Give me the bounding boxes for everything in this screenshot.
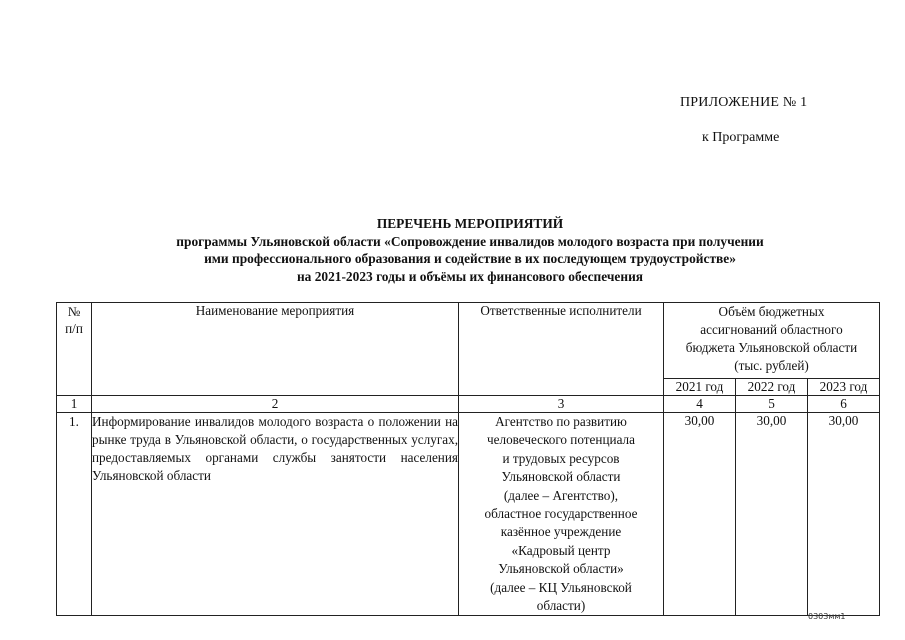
header-budget-line-4: (тыс. рублей): [734, 358, 809, 373]
responsible-line: «Кадровый центр: [511, 542, 611, 558]
header-budget-line-3: бюджета Ульяновской области: [685, 340, 858, 355]
activities-table: [56, 302, 880, 616]
header-number-line-2: п/п: [65, 321, 83, 336]
title-line-3: ими профессионального образования и содействие в их последующем трудоустройстве»: [204, 251, 736, 266]
column-number-5: 5: [736, 396, 808, 413]
appendix-label: ПРИЛОЖЕНИЕ № 1: [680, 95, 808, 110]
document-title: [60, 215, 880, 285]
table-row: [57, 413, 880, 616]
responsible-line: и трудовых ресурсов: [502, 450, 620, 466]
column-number-1: 1: [57, 396, 92, 413]
title-line-1: ПЕРЕЧЕНЬ МЕРОПРИЯТИЙ: [376, 216, 564, 231]
header-budget-line-2: ассигнований областного: [700, 322, 843, 337]
responsible-line: (далее – КЦ Ульяновской: [490, 579, 632, 595]
header-responsible: Ответственные исполнители: [459, 303, 664, 396]
responsible-line: областное государственное: [484, 506, 638, 522]
header-budget: [664, 303, 880, 379]
column-number-6: 6: [808, 396, 880, 413]
title-line-2: программы Ульяновской области «Сопровождение инвалидов молодого возраста при получении: [176, 233, 764, 249]
responsible-line: человеческого потенциала: [487, 432, 635, 448]
header-budget-line-1: Объём бюджетных: [718, 304, 825, 319]
row-number: 1.: [57, 413, 92, 616]
header-year-2022: 2022 год: [736, 379, 808, 396]
responsible-line: области): [536, 598, 586, 614]
responsible-line: Ульяновской области: [501, 469, 621, 485]
column-number-2: 2: [92, 396, 459, 413]
header-year-2023: 2023 год: [808, 379, 880, 396]
responsible-executors: [459, 413, 664, 616]
column-number-3: 3: [459, 396, 664, 413]
responsible-line: (далее – Агентство),: [503, 487, 619, 503]
program-reference: к Программе: [702, 130, 780, 145]
header-year-2021: 2021 год: [664, 379, 736, 396]
responsible-line: Агентство по развитию: [495, 414, 627, 429]
budget-2022-value: 30,00: [736, 413, 808, 616]
budget-2021-value: 30,00: [664, 413, 736, 616]
column-number-4: 4: [664, 396, 736, 413]
budget-2023-value: 30,00: [808, 413, 880, 616]
title-line-4: на 2021-2023 годы и объёмы их финансового обеспечения: [296, 268, 644, 284]
responsible-line: казённое учреждение: [500, 524, 622, 540]
activity-text: Информирование инвалидов молодого возраста о положении на рынке труда в Ульяновской области, о государственных услугах, предоставляемых органами службы занятости населения Ульяновской области: [92, 413, 459, 616]
responsible-line: Ульяновской области»: [498, 561, 624, 577]
document-stamp: 0303мм1: [808, 612, 846, 621]
header-activity-name: Наименование мероприятия: [92, 303, 459, 396]
header-number-line-1: №: [67, 304, 81, 319]
header-number: [57, 303, 92, 396]
